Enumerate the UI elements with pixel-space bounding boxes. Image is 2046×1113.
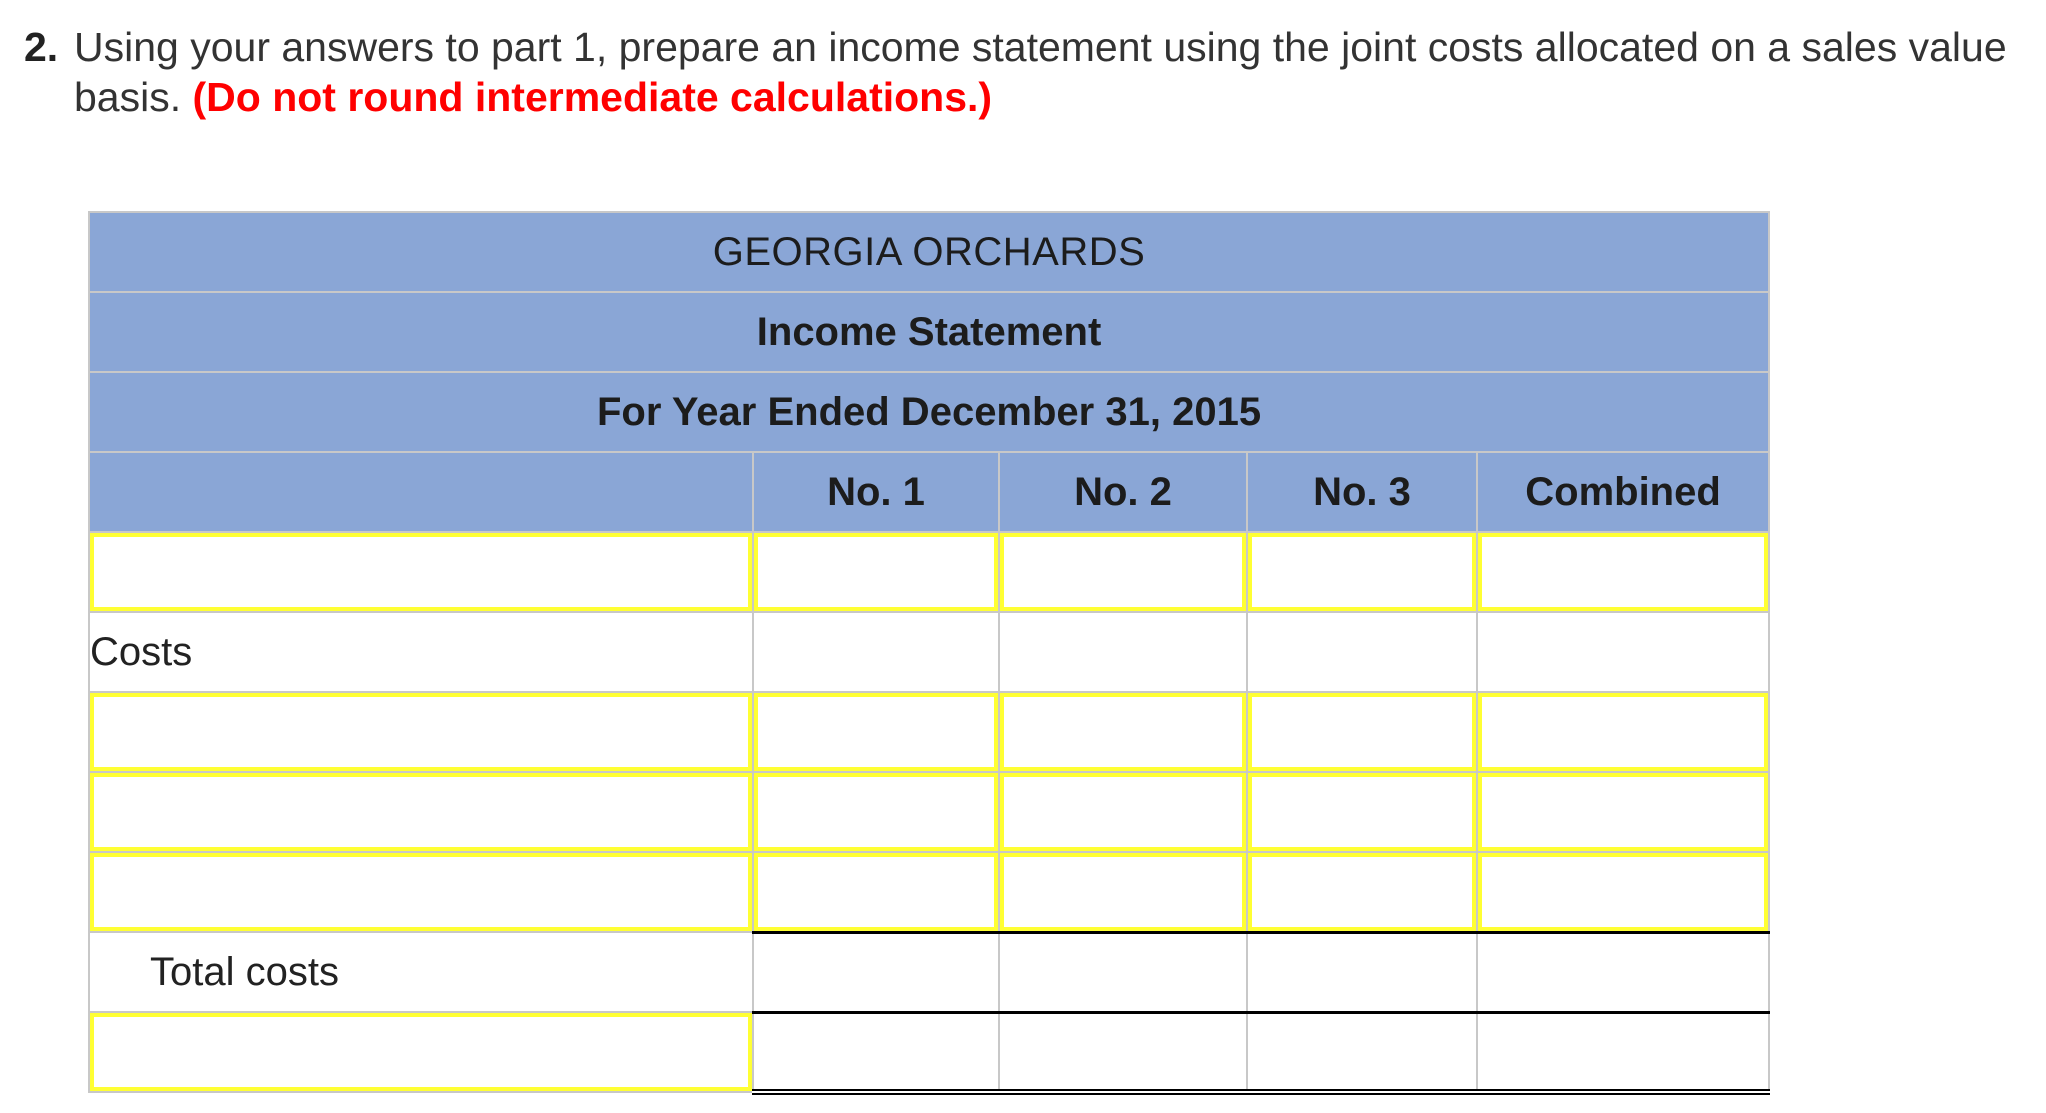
costs-combined-cell (1477, 612, 1769, 692)
total-costs-no1-value (753, 932, 999, 1012)
row1-no3-input[interactable] (1248, 533, 1476, 611)
cost2-no1-input[interactable] (754, 773, 998, 851)
row1-combined-input[interactable] (1478, 533, 1768, 611)
costs-label: Costs (89, 612, 753, 692)
row1-no1-input[interactable] (754, 533, 998, 611)
column-header-no2: No. 2 (999, 452, 1247, 532)
table-row (89, 612, 1769, 692)
cost2-no2-input[interactable] (1000, 773, 1246, 851)
row1-label-input[interactable] (90, 533, 752, 611)
column-header-no1: No. 1 (753, 452, 999, 532)
total-costs-no3-value (1247, 932, 1477, 1012)
cost3-no3-input[interactable] (1248, 853, 1476, 931)
costs-no1-cell (753, 612, 999, 692)
question-warning: (Do not round intermediate calculations.) (192, 74, 993, 120)
column-header-blank (89, 452, 753, 532)
cost1-no2-input[interactable] (1000, 693, 1246, 771)
table-row (89, 932, 1769, 1012)
table-row (89, 1012, 1769, 1092)
table-row (89, 532, 1769, 612)
question-text: Using your answers to part 1, prepare an income statement using the joint costs allocated on a sales value basis. (74, 24, 2007, 120)
row1-no2-input[interactable] (1000, 533, 1246, 611)
cost2-no3-input[interactable] (1248, 773, 1476, 851)
cost3-no1-input[interactable] (754, 853, 998, 931)
total-costs-combined-value (1477, 932, 1769, 1012)
final-no1-value (753, 1012, 999, 1092)
cost3-no2-input[interactable] (1000, 853, 1246, 931)
final-no2-value (999, 1012, 1247, 1092)
final-no3-value (1247, 1012, 1477, 1092)
table-row (89, 852, 1769, 932)
cost1-label-input[interactable] (90, 693, 752, 771)
cost3-combined-input[interactable] (1478, 853, 1768, 931)
table-row (89, 772, 1769, 852)
cost2-label-input[interactable] (90, 773, 752, 851)
final-combined-value (1477, 1012, 1769, 1092)
question-number: 2. (24, 24, 59, 70)
income-statement-table (88, 211, 1770, 1095)
table-row (89, 692, 1769, 772)
question-text-block (74, 22, 2024, 122)
costs-no3-cell (1247, 612, 1477, 692)
cost1-combined-input[interactable] (1478, 693, 1768, 771)
column-header-combined: Combined (1477, 452, 1769, 532)
final-label-input[interactable] (90, 1013, 752, 1091)
statement-period: For Year Ended December 31, 2015 (89, 372, 1769, 452)
cost3-label-input[interactable] (90, 853, 752, 931)
cost1-no1-input[interactable] (754, 693, 998, 771)
question-prompt (24, 22, 2024, 122)
company-name: GEORGIA ORCHARDS (89, 212, 1769, 292)
costs-no2-cell (999, 612, 1247, 692)
total-costs-label: Total costs (89, 932, 753, 1012)
cost2-combined-input[interactable] (1478, 773, 1768, 851)
cost1-no3-input[interactable] (1248, 693, 1476, 771)
column-header-no3: No. 3 (1247, 452, 1477, 532)
statement-title: Income Statement (89, 292, 1769, 372)
total-costs-no2-value (999, 932, 1247, 1012)
